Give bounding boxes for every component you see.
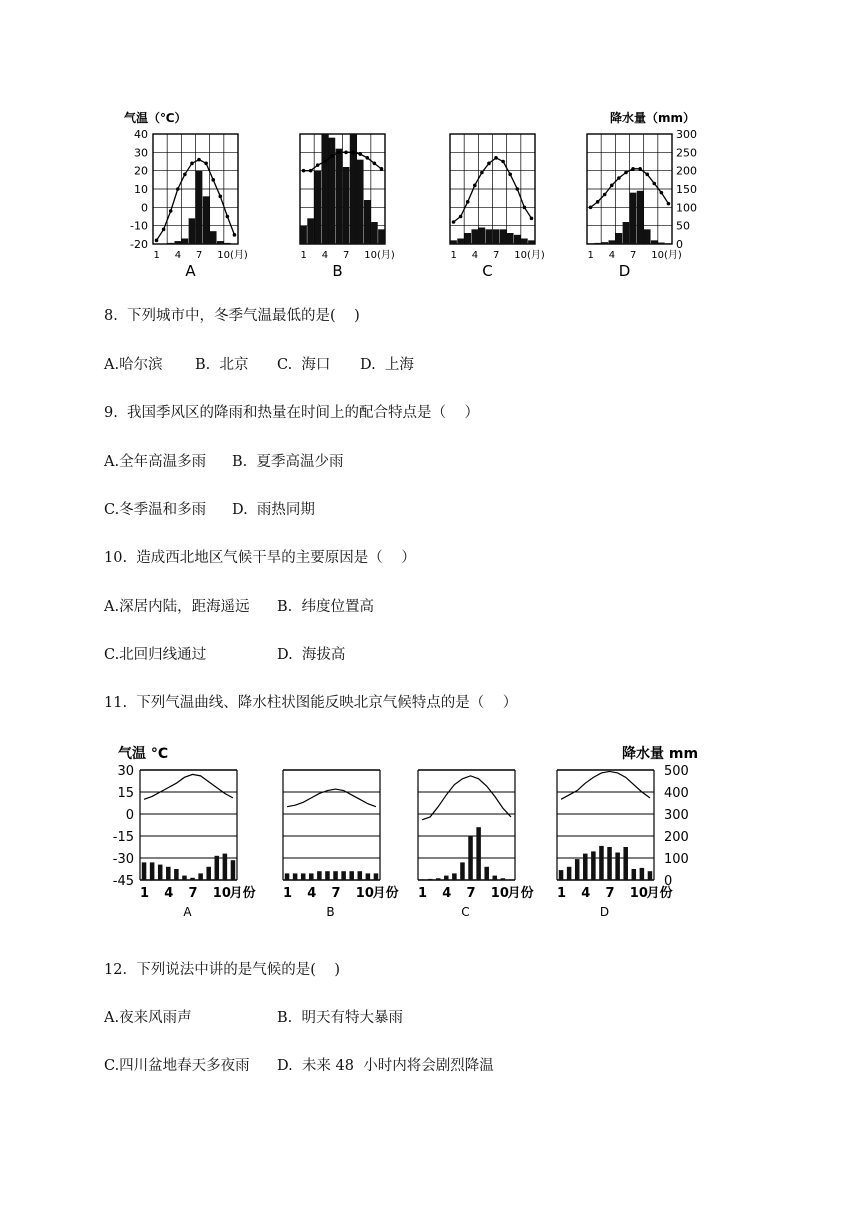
fig2-precip-tick-label: 400 (664, 786, 689, 801)
precip-bar (615, 853, 620, 881)
precip-bar (457, 239, 464, 245)
temperature-point (487, 162, 491, 166)
temperature-point (309, 169, 313, 173)
fig2-temp-tick-label: 15 (117, 786, 134, 801)
precip-bar (616, 233, 623, 244)
fig1-precip-tick-label: 250 (676, 146, 697, 160)
question-9-option-b: B. 夏季高温少雨 (232, 454, 344, 470)
precip-bar (223, 854, 228, 880)
question-8-option-d: D. 上海 (360, 357, 414, 373)
fig2-month-tick-label: 1 (283, 886, 293, 901)
question-10-option-b: B. 纬度位置高 (277, 599, 374, 615)
precip-bar (371, 222, 378, 244)
fig2-month-tick-label: 月份 (372, 886, 399, 901)
temperature-point (596, 200, 600, 204)
fig2-temp-tick-label: 30 (117, 764, 134, 779)
temperature-point (530, 217, 534, 221)
precip-bar (307, 218, 314, 244)
fig2-month-tick-label: 10 (490, 886, 509, 901)
temperature-curve (144, 774, 233, 799)
fig2-panel-label: A (183, 905, 192, 919)
precip-bar (366, 873, 371, 880)
precip-bar (189, 218, 196, 244)
fig1-left-axis-label: 气温（℃） (124, 111, 187, 125)
fig1-panel-label: B (332, 262, 343, 280)
fig1-temp-tick-label: 30 (134, 146, 148, 160)
precip-bar (450, 240, 457, 244)
precip-bar (325, 871, 330, 880)
temperature-point (589, 206, 593, 210)
question-12-option-c: C.四川盆地春天多夜雨 (104, 1058, 250, 1074)
fig2-month-tick-label: 10 (212, 886, 231, 901)
fig1-precip-tick-label: 0 (676, 238, 683, 251)
fig2-month-tick-label: 1 (140, 886, 150, 901)
fig1-month-tick-label: 7 (196, 250, 203, 261)
precip-bar (217, 241, 224, 244)
temperature-point (323, 160, 327, 164)
temperature-point (667, 202, 671, 206)
question-12-option-d: D. 未来 48 小时内将会剧烈降温 (277, 1058, 494, 1074)
fig1-precip-tick-label: 50 (676, 219, 690, 233)
fig1-temp-tick-label: 20 (134, 164, 148, 178)
precip-bar (607, 847, 612, 880)
precip-bar (350, 134, 357, 244)
fig1-month-tick-label: 4 (321, 250, 329, 261)
precip-bar (468, 836, 473, 880)
temperature-point (494, 156, 498, 160)
precip-bar (358, 871, 363, 880)
fig2-month-tick-label: 10 (629, 886, 648, 901)
fig2-month-tick-label: 7 (188, 886, 198, 901)
fig2-panel-label: B (326, 905, 335, 919)
fig2-month-tick-label: 4 (307, 886, 317, 901)
temperature-point (302, 169, 306, 173)
temperature-point (617, 176, 621, 180)
precip-bar (637, 191, 644, 244)
precip-bar (166, 867, 171, 880)
precip-bar (623, 847, 628, 880)
fig2-month-tick-label: 4 (442, 886, 452, 901)
precip-bar (493, 876, 498, 880)
fig2-precip-tick-label: 500 (664, 764, 689, 779)
fig1-month-tick-label: 4 (471, 250, 479, 261)
fig2-panel-label: D (599, 905, 610, 919)
climate-charts-figure-1 (0, 0, 860, 290)
fig1-month-tick-label: 7 (493, 250, 500, 261)
fig2-month-tick-label: 7 (331, 886, 341, 901)
precip-bar (174, 869, 179, 880)
fig2-month-tick-label: 10 (355, 886, 374, 901)
temperature-point (373, 162, 377, 166)
temperature-point (610, 184, 614, 188)
fig2-month-tick-label: 1 (557, 886, 567, 901)
precip-bar (658, 243, 665, 244)
fig2-month-tick-label: 7 (466, 886, 476, 901)
precip-bar (215, 856, 220, 880)
temperature-point (162, 228, 166, 232)
temperature-curve (561, 771, 650, 799)
fig2-month-tick-label: 7 (605, 886, 615, 901)
precip-bar (452, 873, 457, 880)
temperature-point (508, 173, 512, 177)
precip-bar (341, 871, 346, 880)
fig1-precip-tick-label: 300 (676, 128, 697, 141)
question-10-option-d: D. 海拔高 (277, 647, 346, 663)
precip-bar (142, 862, 147, 880)
fig1-panel-label: C (482, 262, 493, 280)
fig1-month-tick-label: 10(月) (217, 250, 248, 261)
fig2-panel-label: C (461, 905, 470, 919)
fig2-month-tick-label: 月份 (507, 886, 534, 901)
temperature-point (211, 178, 215, 182)
question-12-option-b: B. 明天有特大暴雨 (277, 1010, 403, 1026)
fig1-temp-tick-label: 0 (141, 201, 148, 215)
fig2-month-tick-label: 1 (418, 886, 428, 901)
temperature-point (344, 151, 348, 155)
temperature-point (603, 193, 607, 197)
precip-bar (575, 859, 580, 880)
precip-bar (321, 134, 328, 244)
precip-bar (444, 876, 449, 880)
question-10-option-c: C.北回归线通过 (104, 647, 207, 663)
fig1-panel-label: D (618, 262, 631, 280)
fig2-month-tick-label: 月份 (646, 886, 673, 901)
precip-bar (436, 878, 441, 880)
temperature-point (337, 151, 341, 155)
fig1-month-tick-label: 10(月) (651, 250, 682, 261)
precip-bar (591, 851, 596, 880)
precip-bar (293, 873, 298, 880)
precip-bar (594, 243, 601, 244)
precip-bar (349, 871, 354, 880)
temperature-point (226, 215, 230, 219)
temperature-point (515, 187, 519, 191)
temperature-point (523, 206, 527, 210)
fig2-panel-b (283, 770, 399, 919)
fig1-month-tick-label: 10(月) (514, 250, 545, 261)
fig1-temp-tick-label: -20 (130, 238, 148, 251)
fig2-temp-tick-label: 0 (125, 808, 134, 823)
precip-bar (509, 879, 514, 880)
precip-bar (158, 865, 163, 880)
precip-bar (514, 235, 521, 244)
precip-bar (493, 229, 500, 244)
precip-bar (182, 876, 187, 880)
precip-bar (479, 228, 486, 245)
fig2-month-tick-label: 4 (164, 886, 174, 901)
temperature-point (365, 156, 369, 160)
temperature-point (459, 215, 463, 219)
precip-bar (174, 241, 181, 244)
fig1-temp-tick-label: 10 (134, 183, 148, 196)
temperature-point (155, 239, 159, 243)
precip-bar (583, 854, 588, 880)
question-10-option-a: A.深居内陆，距海遥远 (104, 599, 250, 615)
fig1-panel-label: A (185, 262, 196, 280)
question-11-stem: 11. 下列气温曲线、降水柱状图能反映北京气候特点的是（ ） (104, 695, 518, 711)
fig2-temp-tick-label: -45 (112, 874, 134, 889)
precip-bar (471, 229, 478, 244)
temperature-point (218, 195, 222, 199)
precip-bar (486, 229, 493, 244)
precip-bar (500, 229, 507, 244)
precip-bar (301, 873, 306, 880)
temperature-point (452, 220, 456, 224)
temperature-point (197, 158, 201, 162)
fig2-panel-a (140, 770, 256, 919)
fig2-panel-c (418, 770, 534, 919)
temperature-point (652, 182, 656, 186)
fig2-precip-tick-label: 300 (664, 808, 689, 823)
temperature-point (330, 154, 334, 158)
fig2-right-axis-label: 降水量 mm (622, 746, 699, 762)
question-9-option-a: A.全年高温多雨 (104, 454, 207, 470)
precip-bar (378, 229, 385, 244)
fig1-month-tick-label: 1 (587, 250, 594, 261)
temperature-point (480, 171, 484, 175)
temperature-point (351, 151, 355, 155)
fig2-month-tick-label: 4 (581, 886, 591, 901)
temperature-point (660, 191, 664, 195)
precip-bar (309, 873, 314, 880)
precip-bar (336, 149, 343, 244)
precip-bar (329, 138, 336, 244)
fig1-month-tick-label: 7 (343, 250, 350, 261)
temperature-point (316, 163, 320, 167)
precip-bar (567, 867, 572, 880)
temperature-point (473, 184, 477, 188)
precip-bar (601, 242, 608, 244)
temperature-point (466, 200, 470, 204)
precip-bar (608, 240, 615, 244)
precip-bar (206, 867, 211, 880)
fig1-month-tick-label: 1 (450, 250, 457, 261)
precip-bar (648, 871, 653, 880)
precip-bar (665, 243, 672, 244)
precip-bar (623, 222, 630, 244)
fig1-panel-d (587, 134, 682, 280)
fig1-panel-c (450, 134, 545, 280)
precip-bar (333, 871, 338, 880)
question-8-option-a: A.哈尔滨 (104, 357, 163, 373)
question-9-option-c: C.冬季温和多雨 (104, 502, 207, 518)
precip-bar (203, 196, 210, 244)
precip-bar (501, 878, 506, 880)
fig1-precip-tick-label: 100 (676, 201, 697, 215)
precip-bar (599, 846, 604, 880)
fig1-month-tick-label: 7 (630, 250, 637, 261)
fig1-month-tick-label: 4 (608, 250, 616, 261)
fig2-panel-d (557, 770, 673, 919)
temperature-point (501, 160, 505, 164)
precip-bar (428, 879, 433, 880)
fig1-panel-a (153, 134, 248, 280)
fig2-precip-tick-label: 100 (664, 852, 689, 867)
precip-bar (559, 870, 564, 880)
fig2-precip-tick-label: 0 (664, 874, 673, 889)
precip-bar (521, 239, 528, 245)
fig1-month-tick-label: 4 (174, 250, 182, 261)
temperature-point (645, 173, 649, 177)
temperature-point (631, 167, 635, 171)
question-10-stem: 10. 造成西北地区气候干旱的主要原因是（ ） (104, 550, 416, 566)
precip-bar (374, 873, 379, 880)
precip-bar (632, 869, 637, 880)
precip-bar (630, 193, 637, 244)
fig1-month-tick-label: 10(月) (364, 250, 395, 261)
precip-bar (528, 240, 535, 244)
temperature-point (358, 152, 362, 156)
precip-bar (182, 239, 189, 245)
fig2-month-tick-label: 月份 (229, 886, 256, 901)
question-12-stem: 12. 下列说法中讲的是气候的是( ) (104, 962, 341, 978)
precip-bar (231, 860, 236, 880)
precip-bar (484, 867, 489, 880)
fig1-temp-tick-label: 40 (134, 128, 148, 141)
precip-bar (357, 160, 364, 244)
precip-bar (587, 243, 594, 244)
question-8-option-b: B. 北京 (195, 357, 249, 373)
precip-bar (167, 243, 174, 244)
question-9-option-d: D. 雨热同期 (232, 502, 315, 518)
fig2-left-axis-label: 气温 °C (118, 746, 169, 762)
fig1-month-tick-label: 1 (300, 250, 307, 261)
temperature-point (183, 173, 187, 177)
fig1-precip-tick-label: 150 (676, 183, 697, 196)
temperature-point (638, 167, 642, 171)
precip-bar (464, 233, 471, 244)
precip-bar (343, 167, 350, 244)
precip-bar (285, 873, 290, 880)
fig1-precip-tick-label: 200 (676, 164, 697, 178)
precip-bar (640, 868, 645, 880)
temperature-point (190, 162, 194, 166)
precip-bar (300, 226, 307, 244)
fig2-precip-tick-label: 200 (664, 830, 689, 845)
temperature-curve (422, 776, 511, 820)
precip-bar (317, 871, 322, 880)
precip-bar (364, 200, 371, 244)
precip-bar (150, 862, 155, 880)
temperature-point (176, 187, 180, 191)
question-9-stem: 9. 我国季风区的降雨和热量在时间上的配合特点是（ ） (104, 405, 479, 421)
temperature-point (233, 233, 237, 237)
question-8-option-c: C. 海口 (277, 357, 331, 373)
temperature-point (380, 167, 384, 171)
precip-bar (507, 233, 514, 244)
question-8-stem: 8. 下列城市中，冬季气温最低的是( ) (104, 308, 360, 324)
precip-bar (190, 878, 195, 880)
precip-bar (460, 862, 465, 880)
temperature-point (624, 171, 628, 175)
climate-charts-figure-2 (0, 730, 860, 930)
precip-bar (198, 873, 203, 880)
fig2-temp-tick-label: -15 (112, 830, 134, 845)
fig2-temp-tick-label: -30 (112, 852, 134, 867)
precip-bar (196, 171, 203, 244)
precip-bar (651, 240, 658, 244)
fig1-temp-tick-label: -10 (130, 219, 148, 233)
precip-bar (420, 879, 425, 880)
temperature-point (169, 209, 173, 213)
precip-bar (224, 243, 231, 244)
question-12-option-a: A.夜来风雨声 (104, 1010, 192, 1026)
fig1-panel-b (300, 134, 395, 280)
precip-bar (644, 229, 651, 244)
fig1-month-tick-label: 1 (153, 250, 160, 261)
fig1-right-axis-label: 降水量（mm） (610, 111, 696, 125)
precip-bar (314, 171, 321, 244)
precip-bar (476, 827, 481, 880)
temperature-point (204, 162, 208, 166)
precip-bar (210, 231, 217, 244)
